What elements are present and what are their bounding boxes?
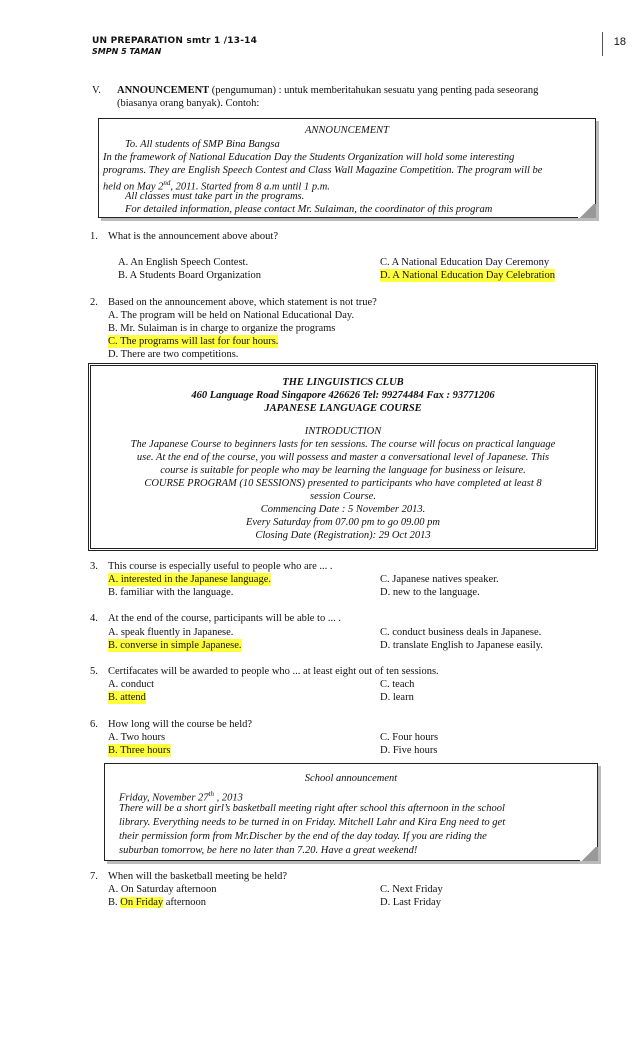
q7-option-b-suffix: afternoon: [163, 897, 206, 908]
schedule: Every Saturday from 07.00 pm to go 09.00 pm: [245, 517, 441, 528]
announcement-title: ANNOUNCEMENT: [304, 125, 389, 136]
q7-option-b-prefix: B.: [108, 897, 121, 908]
q1-option-a: A. An English Speech Contest.: [118, 257, 249, 268]
school-announcement-line-4: suburban tomorrow, be here no later than 7.20. Have a great weekend!: [119, 845, 418, 856]
intro-line-3: course is suitable for people who may be learning the language for business or leisure.: [160, 465, 526, 476]
q3-option-a: A. interested in the Japanese language.: [108, 574, 271, 585]
announcement-line-6: For detailed information, please contact Mr. Sulaiman, the coordinator of this program: [125, 204, 493, 215]
q7-option-d: D. Last Friday: [380, 897, 441, 908]
school-announcement-line-1: There will be a short girl’s basketball meeting right after school this afternoon in the school: [119, 803, 505, 814]
q6-option-b: B. Three hours: [108, 745, 171, 756]
q2-option-b: B. Mr. Sulaiman is in charge to organize the programs: [108, 323, 336, 334]
q6-text: How long will the course be held?: [108, 719, 253, 730]
q4-option-a: A. speak fluently in Japanese.: [108, 627, 234, 638]
announcement-line-4b: , 2011. Started from 8 a.m until 1 p.m.: [170, 181, 330, 193]
section-desc-2: (biasanya orang banyak). Contoh:: [117, 98, 260, 109]
q3-option-d: D. new to the language.: [380, 587, 480, 598]
q2-number: 2.: [90, 297, 98, 308]
page-curl-decoration: [578, 204, 596, 218]
q4-text: At the end of the course, participants will be able to ... .: [108, 613, 341, 624]
commencing-date: Commencing Date : 5 November 2013.: [260, 504, 426, 515]
q7-option-a: A. On Saturday afternoon: [108, 884, 217, 895]
announcement-line-3: programs. They are English Speech Contest and Class Wall Magazine Competition. The program will be: [103, 165, 543, 176]
club-address: 460 Language Road Singapore 426626 Tel: 99274484 Fax : 93771206: [191, 390, 495, 401]
q1-number: 1.: [90, 231, 98, 242]
intro-line-4: COURSE PROGRAM (10 SESSIONS) presented to participants who have completed at least 8: [144, 478, 542, 489]
q5-option-a: A. conduct: [108, 679, 155, 690]
announcement-line-4a: held on May 2: [103, 181, 164, 193]
q5-text: Certifacates will be awarded to people who ... at least eight out of ten sessions.: [108, 666, 439, 677]
q3-option-c: C. Japanese natives speaker.: [380, 574, 499, 585]
q3-option-b: B. familiar with the language.: [108, 587, 234, 598]
announcement-line-1: To. All students of SMP Bina Bangsa: [125, 139, 280, 150]
course-name: JAPANESE LANGUAGE COURSE: [264, 403, 422, 414]
q7-text: When will the basketball meeting be held?: [108, 871, 288, 882]
q1-option-c: C. A National Education Day Ceremony: [380, 257, 550, 268]
announcement-box: [98, 118, 596, 218]
date-year: , 2013: [213, 792, 243, 804]
q6-option-c: C. Four hours: [380, 732, 439, 743]
q4-number: 4.: [90, 613, 98, 624]
section-heading: [117, 84, 538, 97]
page-curl-decoration: [580, 847, 598, 861]
intro-line-5: session Course.: [310, 491, 376, 502]
date-sup: th: [208, 790, 214, 798]
q7-number: 7.: [90, 871, 98, 882]
q2-option-d: D. There are two competitions.: [108, 349, 239, 360]
announcement-sup: nd: [163, 179, 171, 187]
q5-option-d: D. learn: [380, 692, 414, 703]
q6-option-d: D. Five hours: [380, 745, 438, 756]
school-announcement-box: [104, 763, 598, 861]
q1-text: What is the announcement above about?: [108, 231, 278, 242]
announcement-line-2: In the framework of National Education Day the Students Organization will hold some interesting: [103, 152, 515, 163]
school-announcement-line-2: library. Everything needs to be turned in on Friday. Mitchell Lahr and Kira Eng need to get: [119, 817, 506, 828]
closing-date: Closing Date (Registration): 29 Oct 2013: [255, 530, 431, 541]
section-title: ANNOUNCEMENT: [117, 85, 210, 96]
q7-option-b: [108, 896, 206, 909]
q4-option-d: D. translate English to Japanese easily.: [380, 640, 543, 651]
date-main: Friday, November 27: [119, 792, 209, 804]
q4-option-b: B. converse in simple Japanese.: [108, 640, 242, 651]
linguistics-club-box: [88, 363, 598, 551]
section-numeral: V.: [92, 85, 101, 96]
q7-option-b-highlight: On Friday: [120, 897, 164, 908]
q5-number: 5.: [90, 666, 98, 677]
q6-option-a: A. Two hours: [108, 732, 166, 743]
q2-text: Based on the announcement above, which statement is not true?: [108, 297, 377, 308]
section-desc-1: (pengumuman) : untuk memberitahukan sesuatu yang penting pada seseorang: [209, 85, 539, 96]
q2-option-c: C. The programs will last for four hours.: [108, 336, 279, 347]
q2-option-a: A. The program will be held on National Educational Day.: [108, 310, 355, 321]
q3-number: 3.: [90, 561, 98, 572]
school-announcement-title: School announcement: [304, 773, 398, 784]
intro-line-1: The Japanese Course to beginners lasts for ten sessions. The course will focus on practical language: [130, 439, 556, 450]
q3-text: This course is especially useful to people who are ... .: [108, 561, 333, 572]
school-announcement-line-3: their permission form from Mr.Discher by the end of the day today. If you are riding the: [119, 831, 487, 842]
q4-option-c: C. conduct business deals in Japanese.: [380, 627, 542, 638]
intro-heading: INTRODUCTION: [304, 426, 382, 437]
q5-option-b: B. attend: [108, 692, 146, 703]
club-name: THE LINGUISTICS CLUB: [282, 377, 404, 388]
q5-option-c: C. teach: [380, 679, 415, 690]
q1-option-b: B. A Students Board Organization: [118, 270, 262, 281]
page-number: 18: [613, 36, 626, 48]
announcement-line-5: All classes must take part in the programs.: [125, 191, 305, 202]
header-school: SMPN 5 TAMAN: [92, 47, 162, 56]
header-title: UN PREPARATION smtr 1 /13-14: [92, 36, 258, 46]
q6-number: 6.: [90, 719, 98, 730]
intro-line-2: use. At the end of the course, you will possess and master a conversational level of Japanese. This: [136, 452, 550, 463]
q1-option-d: D. A National Education Day Celebration: [380, 270, 555, 281]
q7-option-c: C. Next Friday: [380, 884, 443, 895]
page-number-divider: [602, 32, 603, 56]
